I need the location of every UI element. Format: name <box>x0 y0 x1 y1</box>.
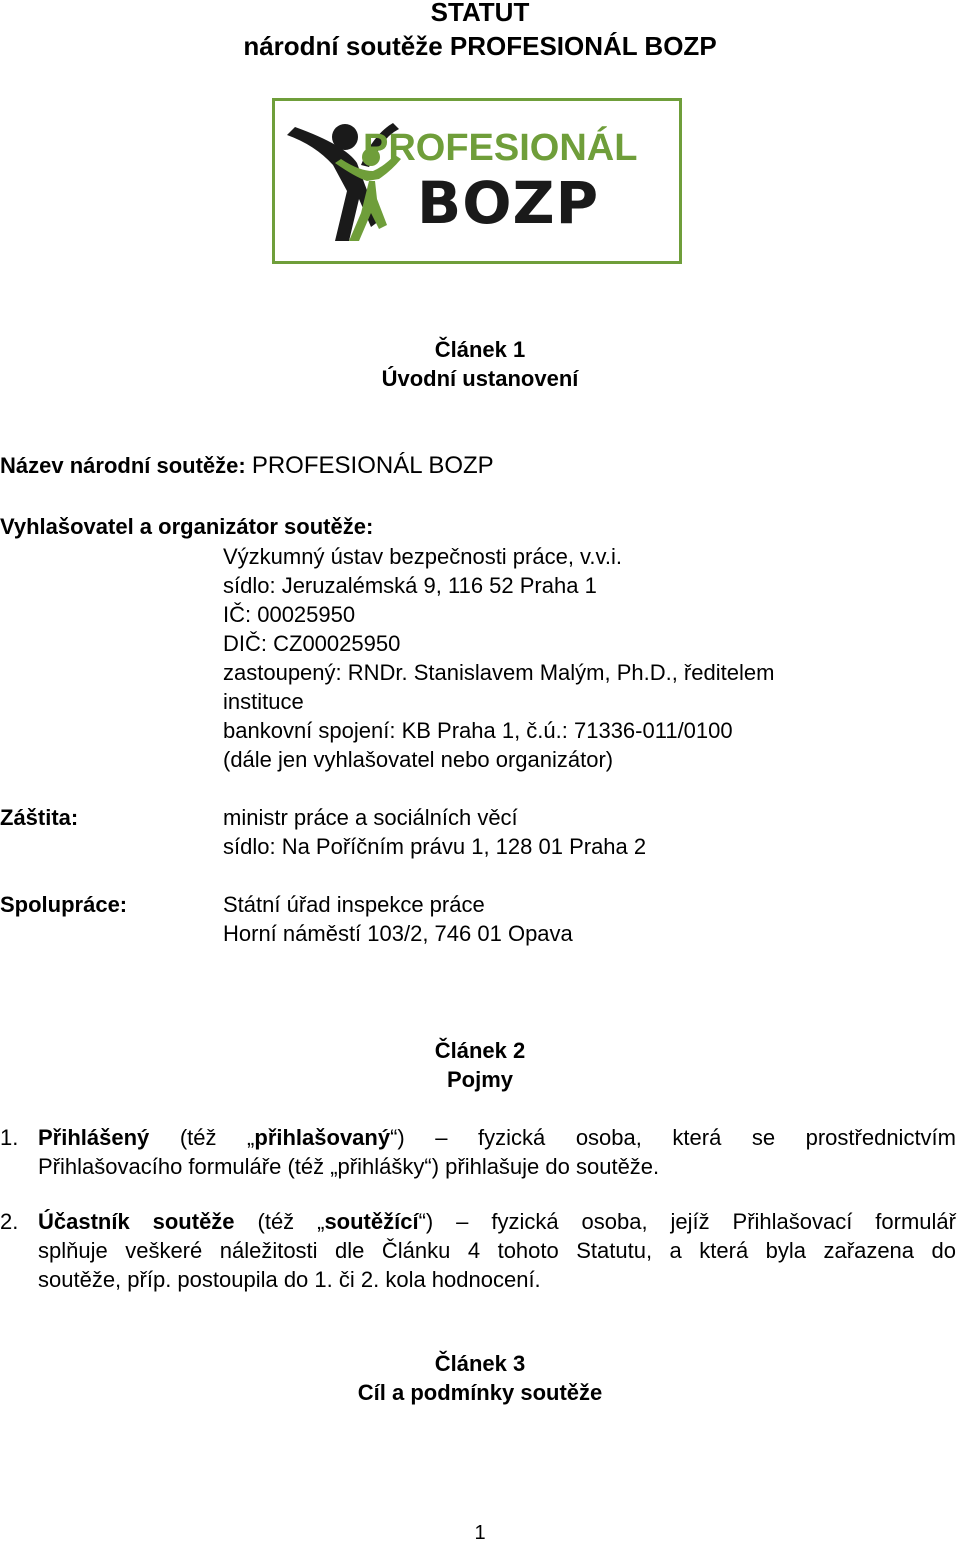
defined-term: Účastník soutěže <box>38 1209 235 1234</box>
article-2-heading: Článek 2 <box>434 1038 526 1063</box>
article-3-heading: Článek 3 <box>434 1351 526 1376</box>
competition-name-label: Název národní soutěže: <box>0 453 246 478</box>
competition-logo <box>272 98 682 264</box>
alternative-term: přihlašovaný <box>254 1125 391 1150</box>
article-1-heading: Článek 1 <box>434 337 526 362</box>
organizer-line: Výzkumný ústav bezpečnosti práce, v.v.i. <box>223 544 623 569</box>
definition-line: Přihlašovacího formuláře (též „přihlášky“) přihlašuje do soutěže. <box>38 1154 660 1179</box>
competition-name-row <box>0 451 494 480</box>
organizer-line: sídlo: Jeruzalémská 9, 116 52 Praha 1 <box>223 573 597 598</box>
definition-text: “) – fyzická osoba, jejíž Přihlašovací formulář <box>418 1209 956 1234</box>
patronage-line: sídlo: Na Poříčním právu 1, 128 01 Praha 2 <box>223 834 647 859</box>
article-3-subheading: Cíl a podmínky soutěže <box>357 1380 603 1405</box>
logo-word-profesional: PROFESIONÁL <box>363 127 638 169</box>
item-number: 2. <box>0 1209 19 1234</box>
cooperation-line: Horní náměstí 103/2, 746 01 Opava <box>223 921 573 946</box>
organizer-label: Vyhlašovatel a organizátor soutěže: <box>0 514 374 539</box>
definition-text: “) – fyzická osoba, která se prostřednictvím <box>390 1125 956 1150</box>
organizer-line: (dále jen vyhlašovatel nebo organizátor) <box>223 747 614 772</box>
document-subtitle: národní soutěže PROFESIONÁL BOZP <box>243 31 717 61</box>
definition-line: soutěže, příp. postoupila do 1. či 2. kola hodnocení. <box>38 1267 541 1292</box>
defined-term: Přihlášený <box>38 1125 150 1150</box>
definition-line <box>38 1123 956 1152</box>
page-number: 1 <box>474 1522 486 1544</box>
definition-line <box>38 1207 956 1236</box>
patronage-line: ministr práce a sociálních věcí <box>223 805 518 830</box>
item-number: 1. <box>0 1125 19 1150</box>
definition-line: splňuje veškeré náležitosti dle Článku 4 tohoto Statutu, a která byla zařazena do <box>38 1238 956 1263</box>
logo-word-bozp: BOZP <box>417 169 600 237</box>
cooperation-label: Spolupráce: <box>0 892 128 917</box>
article-1-subheading: Úvodní ustanovení <box>381 366 579 391</box>
organizer-line: DIČ: CZ00025950 <box>223 631 401 656</box>
alternative-term: soutěžící <box>324 1209 419 1234</box>
competition-name-value: PROFESIONÁL BOZP <box>251 452 494 479</box>
cooperation-line: Státní úřad inspekce práce <box>223 892 485 917</box>
organizer-line: instituce <box>223 689 304 714</box>
organizer-line: bankovní spojení: KB Praha 1, č.ú.: 71336-011/0100 <box>223 718 733 743</box>
definition-text: (též „ <box>257 1209 325 1234</box>
organizer-line: zastoupený: RNDr. Stanislavem Malým, Ph.D., ředitelem <box>223 660 775 685</box>
article-2-subheading: Pojmy <box>446 1067 514 1092</box>
organizer-line: IČ: 00025950 <box>223 602 356 627</box>
document-title: STATUT <box>430 0 530 27</box>
definition-text: (též „ <box>179 1125 255 1150</box>
patronage-label: Záštita: <box>0 805 79 830</box>
